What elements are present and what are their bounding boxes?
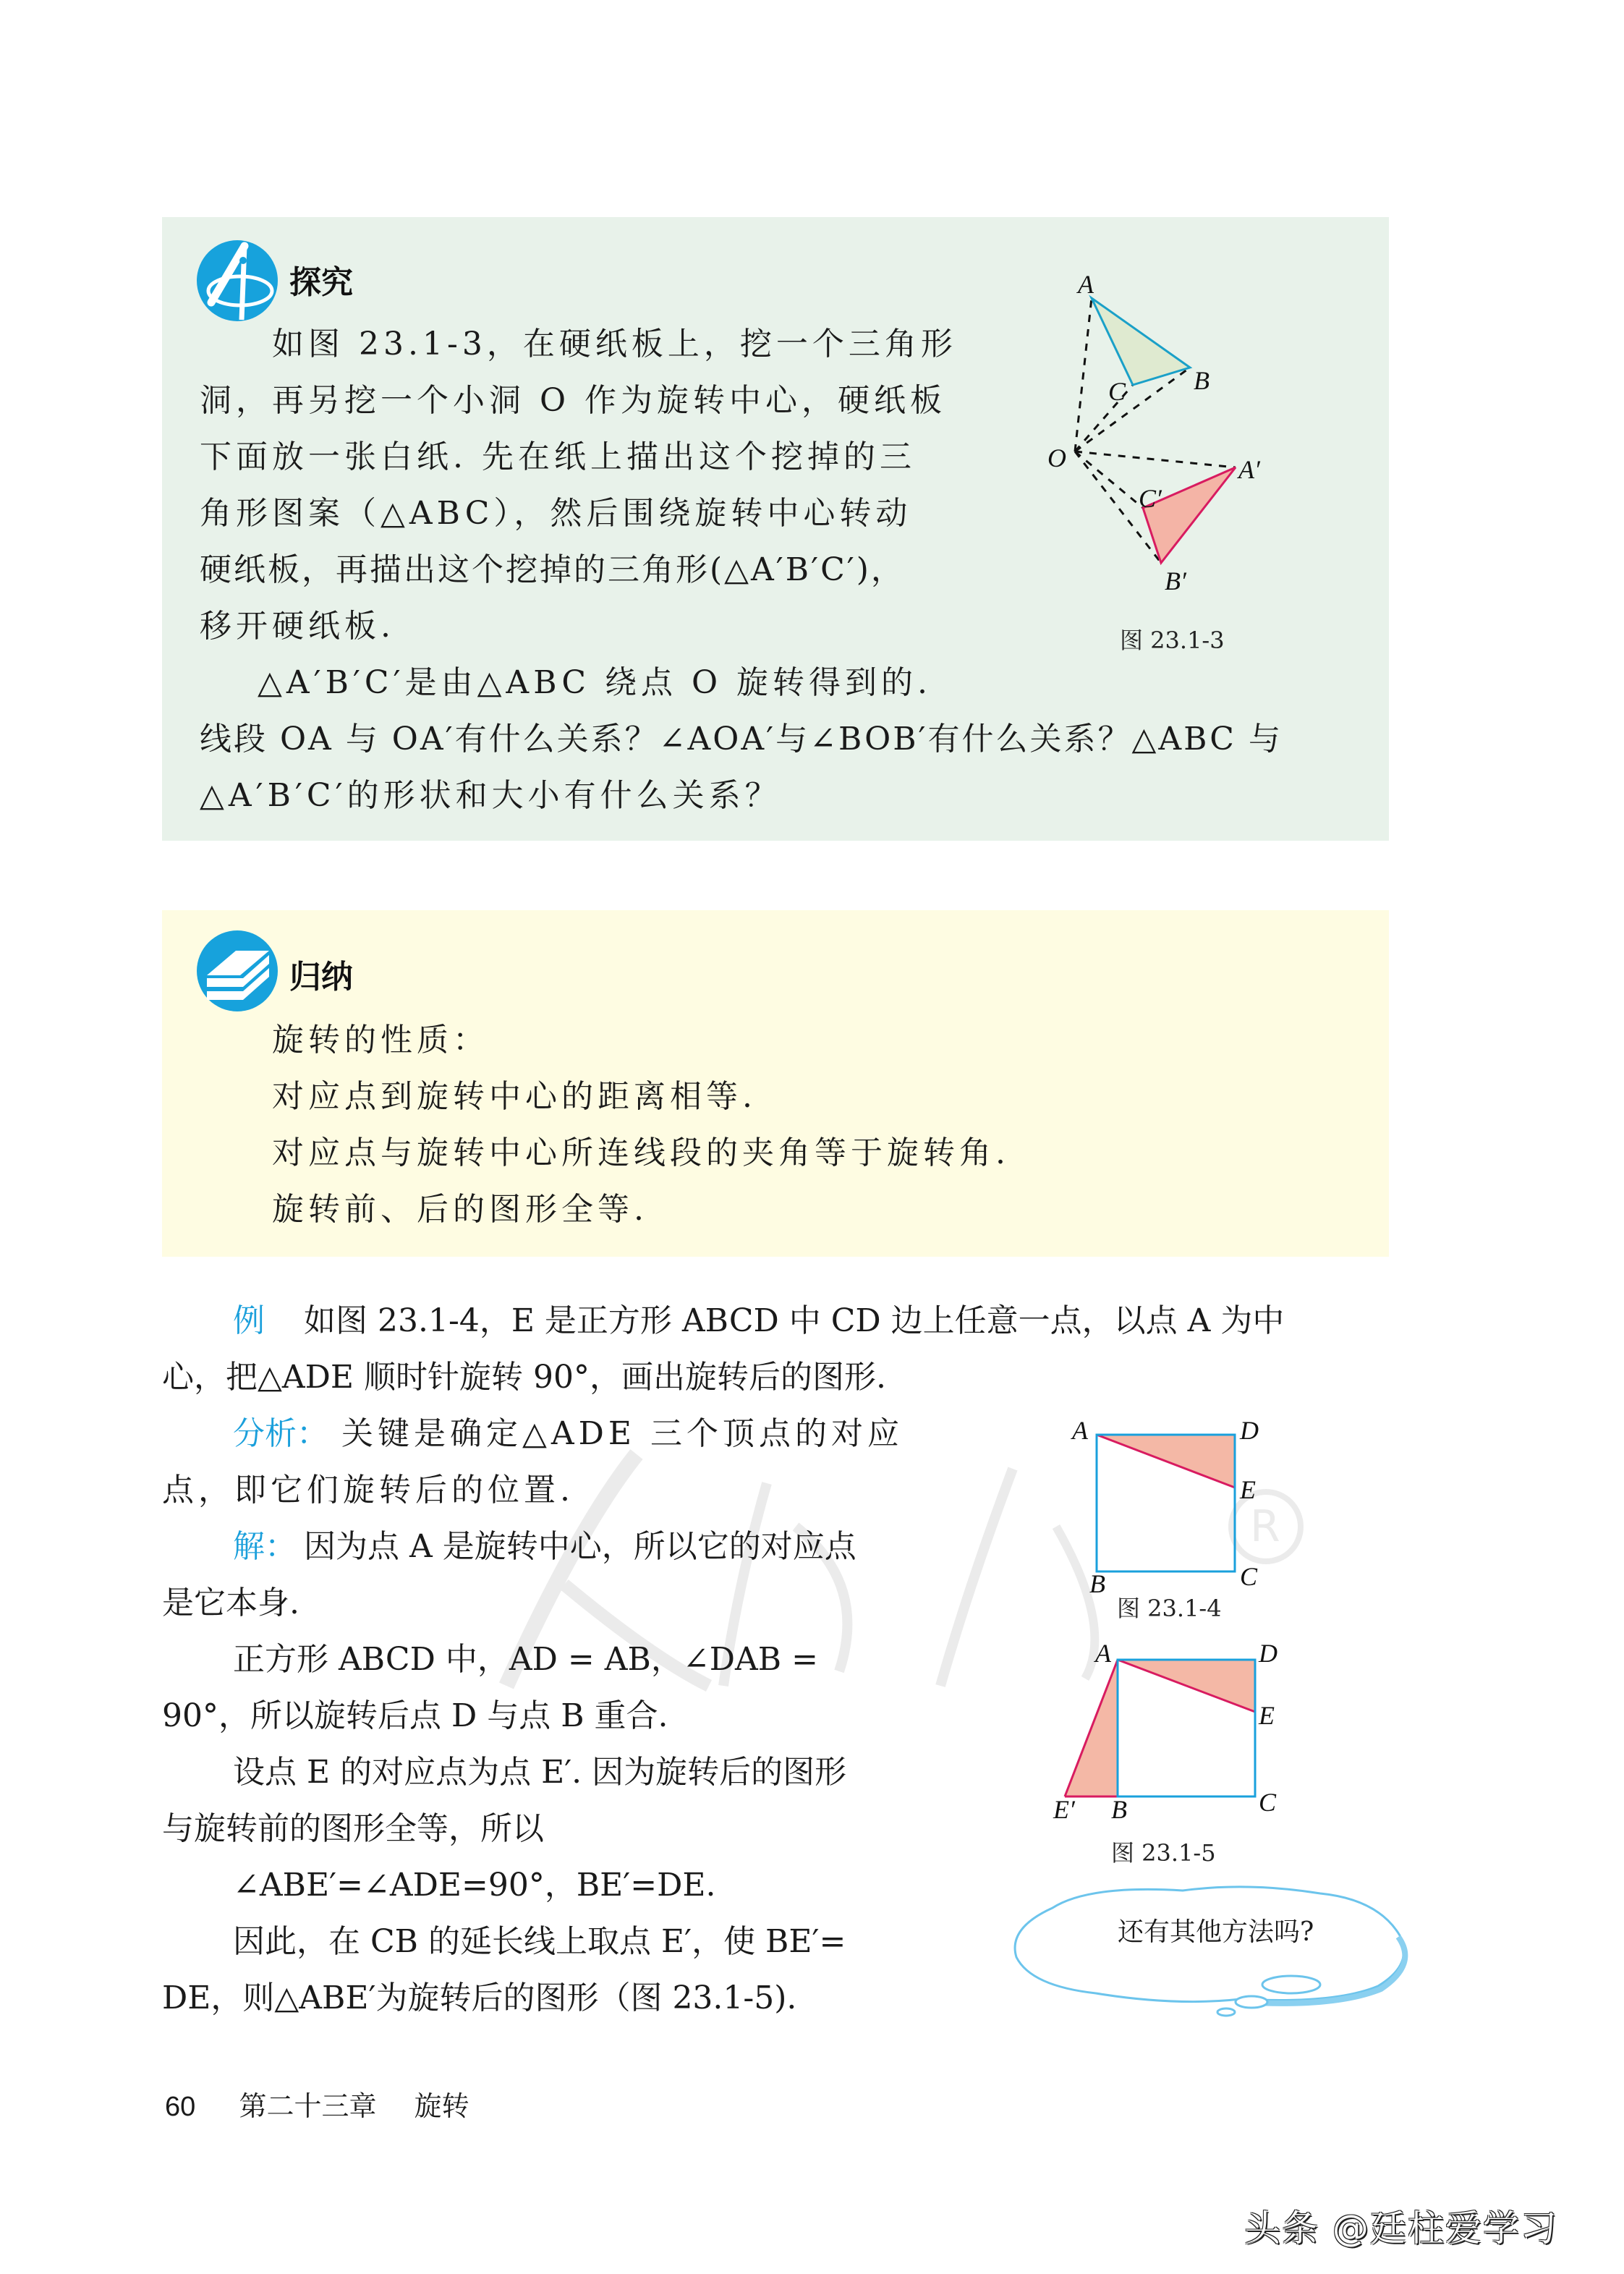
solution-line: 与旋转前的图形全等，所以 bbox=[162, 1810, 544, 1847]
thought-bubble-text: 还有其他方法吗? bbox=[1118, 1917, 1314, 1947]
label-C: C bbox=[1108, 377, 1126, 406]
solution-label: 解： bbox=[233, 1528, 297, 1565]
summary-title: 归纳 bbox=[289, 959, 353, 996]
source-credit: 头条 @廷柱爱学习 bbox=[1244, 2207, 1558, 2249]
label-D: D bbox=[1240, 1416, 1259, 1445]
explore-line: 洞，再另挖一个小洞 O 作为旋转中心，硬纸板 bbox=[200, 382, 947, 419]
solution-line: 正方形 ABCD 中，AD = AB，∠DAB = bbox=[233, 1641, 818, 1678]
svg-text:R: R bbox=[1250, 1501, 1280, 1552]
analysis-line: 关键是确定△ADE 三个顶点的对应 bbox=[341, 1415, 904, 1452]
solution-equation: ∠ABE′=∠ADE=90°，BE′=DE. bbox=[233, 1867, 716, 1904]
label-E: E bbox=[1259, 1701, 1275, 1730]
analysis-line: 点，即它们旋转后的位置. bbox=[162, 1472, 574, 1509]
chapter-title: 第二十三章 bbox=[239, 2090, 377, 2122]
label-E: E bbox=[1240, 1475, 1256, 1504]
label-B: B bbox=[1194, 366, 1210, 395]
label-C: C bbox=[1259, 1788, 1277, 1817]
compass-icon bbox=[197, 240, 278, 321]
label-A: A bbox=[1095, 1639, 1111, 1668]
label-C: C bbox=[1240, 1562, 1258, 1591]
summary-line: 旋转的性质： bbox=[272, 1022, 489, 1058]
explore-title: 探究 bbox=[289, 264, 353, 301]
page-footer bbox=[165, 2084, 469, 2124]
label-A-prime: A′ bbox=[1238, 455, 1260, 484]
figure-caption: 图 23.1-4 bbox=[1117, 1595, 1222, 1622]
page-number: 60 bbox=[165, 2092, 196, 2122]
example-label: 例 bbox=[233, 1302, 269, 1339]
solution-line: 是它本身. bbox=[162, 1584, 299, 1621]
explore-line: 角形图案（△ABC），然后围绕旋转中心转动 bbox=[200, 495, 912, 532]
explore-line: △A′B′C′的形状和大小有什么关系？ bbox=[200, 777, 781, 814]
summary-line: 旋转前、后的图形全等. bbox=[272, 1191, 648, 1228]
solution-line: 因此，在 CB 的延长线上取点 E′，使 BE′= bbox=[233, 1923, 846, 1960]
figure-23-1-4 bbox=[1027, 1396, 1331, 1628]
explore-line: 线段 OA 与 OA′有什么关系？∠AOA′与∠BOB′有什么关系？△ABC 与 bbox=[200, 721, 1283, 758]
solution-line: DE，则△ABE′为旋转后的图形（图 23.1-5). bbox=[162, 1980, 797, 2016]
label-B: B bbox=[1111, 1795, 1127, 1824]
explore-line: 移开硬纸板. bbox=[200, 608, 395, 645]
label-O: O bbox=[1047, 444, 1066, 472]
solution-line: 因为点 A 是旋转中心，所以它的对应点 bbox=[304, 1528, 856, 1565]
solution-line: 设点 E 的对应点为点 E′. 因为旋转后的图形 bbox=[233, 1754, 847, 1791]
solution-line: 90°，所以旋转后点 D 与点 B 重合. bbox=[162, 1697, 668, 1734]
summary-box bbox=[162, 910, 1389, 1257]
figure-23-1-5 bbox=[1027, 1621, 1331, 1881]
explore-line: 硬纸板，再描出这个挖掉的三角形(△A′B′C′)， bbox=[200, 551, 905, 588]
figure-caption: 图 23.1-5 bbox=[1111, 1839, 1216, 1867]
explore-line: △A′B′C′是由△ABC 绕点 O 旋转得到的. bbox=[258, 664, 932, 701]
book-icon bbox=[197, 930, 278, 1011]
section-title: 旋转 bbox=[414, 2090, 469, 2122]
figure-caption: 图 23.1-3 bbox=[1120, 627, 1225, 654]
explore-line: 下面放一张白纸. 先在纸上描出这个挖掉的三 bbox=[200, 438, 916, 475]
thought-bubble bbox=[1002, 1878, 1421, 2022]
figure-23-1-3 bbox=[1013, 253, 1302, 658]
label-E-prime: E′ bbox=[1053, 1795, 1075, 1824]
label-A: A bbox=[1078, 270, 1094, 299]
summary-line: 对应点与旋转中心所连线段的夹角等于旋转角. bbox=[272, 1134, 1010, 1171]
explore-line: 如图 23.1-3，在硬纸板上，挖一个三角形 bbox=[272, 326, 957, 362]
label-B: B bbox=[1089, 1569, 1105, 1598]
analysis-label: 分析： bbox=[233, 1415, 328, 1452]
label-C-prime: C′ bbox=[1139, 484, 1162, 513]
summary-line: 对应点到旋转中心的距离相等. bbox=[272, 1078, 757, 1115]
example-line: 如图 23.1-4，E 是正方形 ABCD 中 CD 边上任意一点，以点 A 为中 bbox=[304, 1302, 1285, 1339]
label-D: D bbox=[1259, 1639, 1277, 1668]
example-line: 心，把△ADE 顺时针旋转 90°，画出旋转后的图形. bbox=[162, 1359, 886, 1396]
label-A: A bbox=[1072, 1416, 1088, 1445]
label-B-prime: B′ bbox=[1165, 567, 1186, 595]
